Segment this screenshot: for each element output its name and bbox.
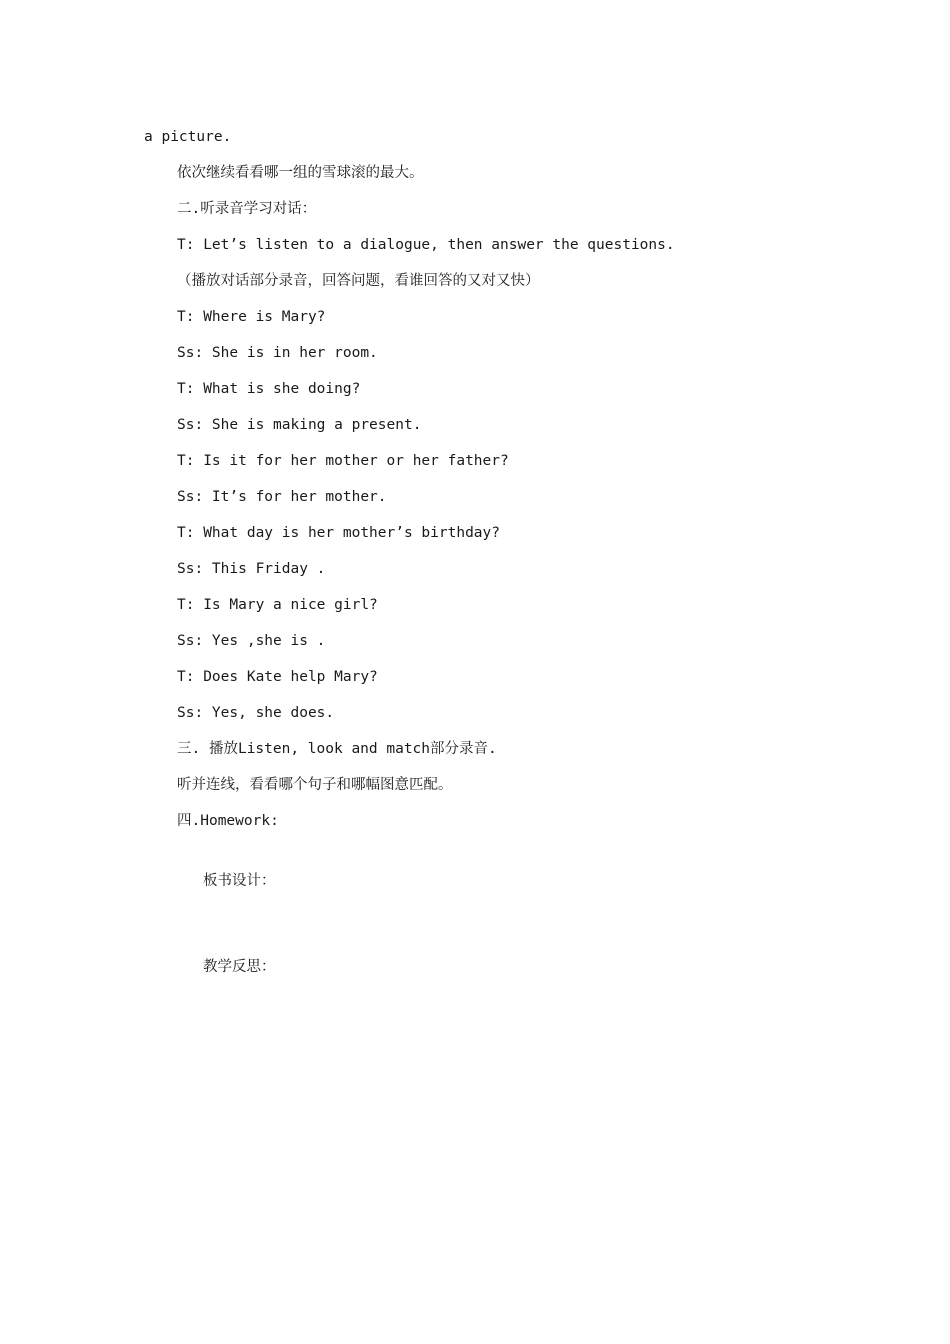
dialogue-line: T: Does Kate help Mary? [177, 669, 378, 685]
dialogue-line: Ss: Yes, she does. [177, 705, 335, 721]
instruction-line: （播放对话部分录音，回答问题，看谁回答的又对又快） [177, 273, 540, 289]
section-heading: 三. 播放Listen, look and match部分录音. [177, 741, 497, 757]
dialogue-line: T: What day is her mother’s birthday? [177, 525, 501, 541]
dialogue-line: T: Where is Mary? [177, 309, 326, 325]
dialogue-line: T: Is it for her mother or her father? [177, 453, 509, 469]
dialogue-line: Ss: Yes ,she is . [177, 633, 326, 649]
reflection-label: 教学反思： [203, 959, 276, 975]
dialogue-line: Ss: This Friday . [177, 561, 326, 577]
dialogue-line: T: Let’s listen to a dialogue, then answer the questions. [177, 237, 675, 253]
dialogue-line: T: What is she doing? [177, 381, 361, 397]
section-heading: 四.Homework: [177, 813, 279, 829]
dialogue-line: Ss: She is in her room. [177, 345, 378, 361]
text-line: 依次继续看看哪一组的雪球滚的最大。 [177, 165, 424, 181]
dialogue-line: Ss: It’s for her mother. [177, 489, 387, 505]
instruction-line: 听并连线，看看哪个句子和哪幅图意匹配。 [177, 777, 453, 793]
text-line: a picture. [144, 129, 232, 145]
section-heading: 二.听录音学习对话： [177, 201, 317, 217]
board-design-label: 板书设计： [203, 873, 276, 889]
dialogue-line: T: Is Mary a nice girl? [177, 597, 378, 613]
dialogue-line: Ss: She is making a present. [177, 417, 422, 433]
